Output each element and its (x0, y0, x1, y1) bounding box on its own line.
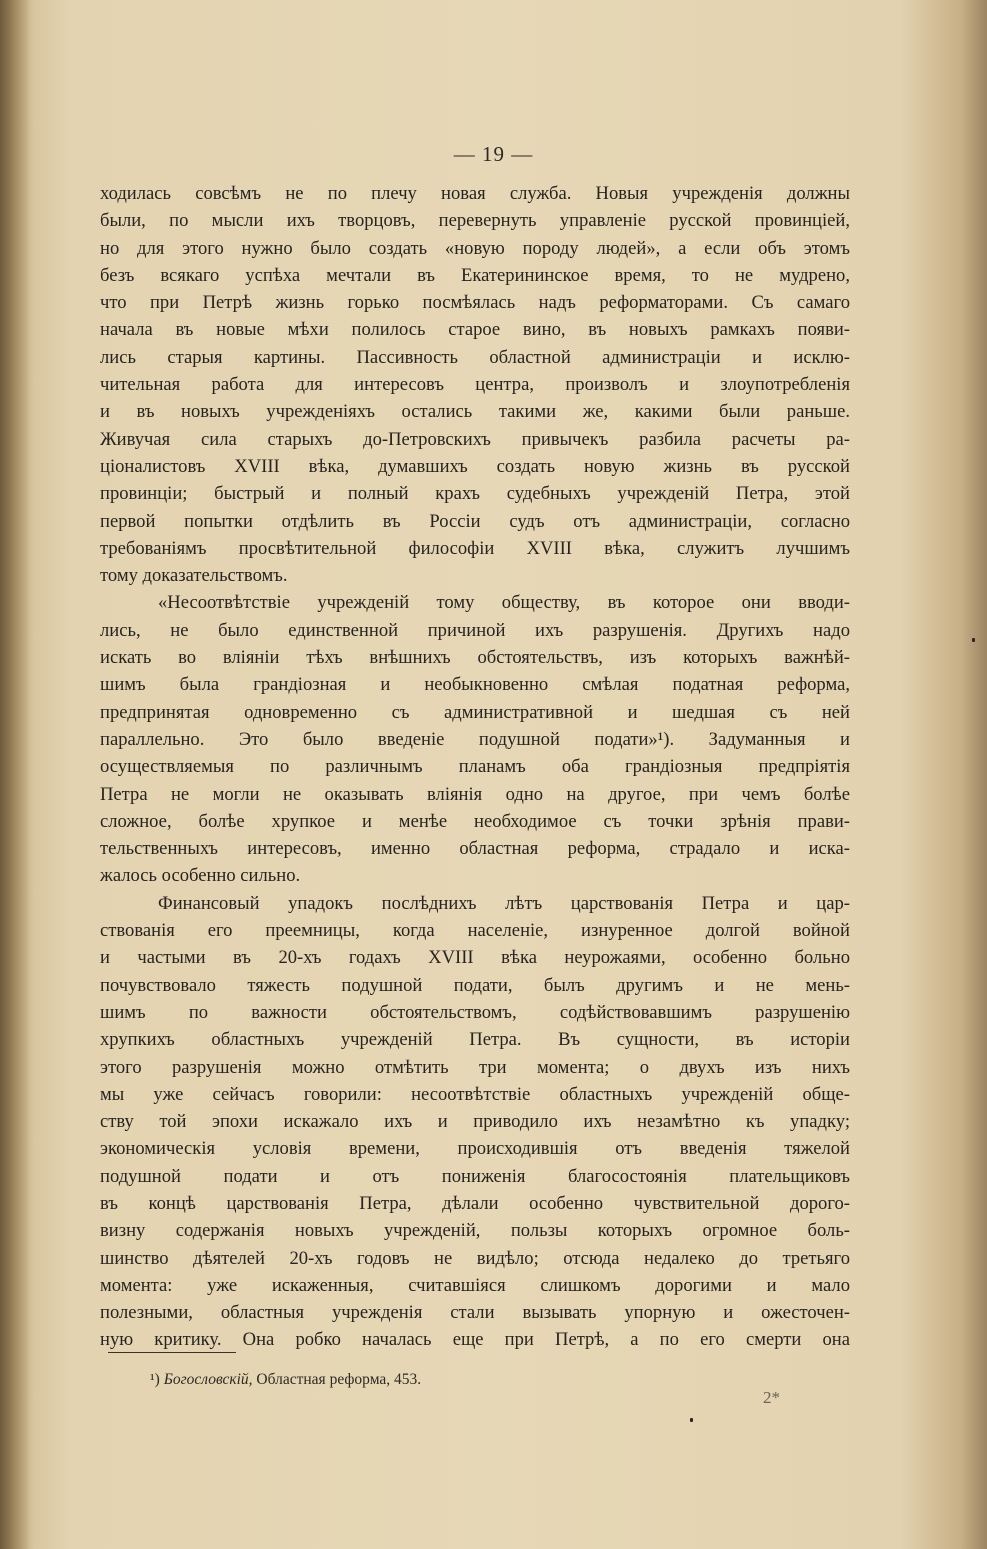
text-line: шимъ была грандіозная и необыкновенно смѣлая податная реформа, (100, 674, 850, 696)
text-line: тельственныхъ интересовъ, именно областная реформа, страдало и иска- (100, 838, 850, 860)
text-line: тому доказательствомъ. (100, 565, 288, 587)
text-line: безъ всякаго успѣха мечтали въ Екатерининское время, то не мудрено, (100, 264, 850, 286)
text-line: ную критику. Она робко началась еще при Петрѣ, а по его смерти она (100, 1329, 850, 1351)
text-line: въ концѣ царствованія Петра, дѣлали особенно чувствительной дорого- (100, 1192, 850, 1214)
text-line: ствованія его преемницы, когда населеніе, изнуренное долгой войной (100, 920, 850, 942)
text-line: искать во вліяніи тѣхъ внѣшнихъ обстоятельствъ, изъ которыхъ важнѣй- (100, 647, 850, 669)
text-line: ходилась совсѣмъ не по плечу новая служба. Новыя учрежденія должны (100, 183, 850, 204)
text-line: сложное, болѣе хрупкое и менѣе необходимое съ точки зрѣнія прави- (100, 810, 850, 832)
text-line: Финансовый упадокъ послѣднихъ лѣтъ царствованія Петра и цар- (158, 892, 850, 914)
text-line: шимъ по важности обстоятельствомъ, содѣйствовавшимъ разрушенію (100, 1001, 850, 1023)
text-line: требованіямъ просвѣтительной философіи XVIII вѣка, служитъ лучшимъ (100, 537, 850, 559)
text-line: ству той эпохи искажало ихъ и приводило ихъ незамѣтно къ упадку; (100, 1111, 850, 1133)
text-line: визну содержанія новыхъ учрежденій, пользы которыхъ огромное боль- (100, 1220, 850, 1242)
signature-mark: 2* (763, 1388, 780, 1407)
text-line: полезными, областныя учрежденія стали вызывать упорную и ожесточен- (100, 1302, 850, 1324)
text-line: и частыми въ 20-хъ годахъ XVIII вѣка неурожаями, особенно больно (100, 947, 850, 969)
text-line: «Несоотвѣтствіе учрежденій тому обществу, въ которое они вводи- (158, 592, 850, 614)
footnote (150, 1371, 421, 1389)
text-line: предпринятая одновременно съ административной и шедшая съ ней (100, 701, 850, 723)
text-line: шинство дѣятелей 20-хъ годовъ не видѣло; отсюда недалеко до третьяго (100, 1247, 850, 1269)
text-line: провинціи; быстрый и полный крахъ судебныхъ учрежденій Петра, этой (100, 483, 850, 505)
speck-mark (972, 638, 975, 642)
text-line: лись, не было единственной причиной ихъ разрушенія. Другихъ надо (100, 619, 850, 641)
page-gutter-shadow (0, 0, 30, 1549)
text-line: Петра не могли не оказывать вліянія одно на другое, при чемъ болѣе (100, 783, 850, 805)
text-line: но для этого нужно было создать «новую породу людей», а если объ этомъ (100, 237, 850, 259)
text-line: чительная работа для интересовъ центра, произволъ и злоупотребленія (100, 374, 850, 396)
text-line: момента: уже искаженныя, считавшіяся слишкомъ дорогими и мало (100, 1274, 850, 1296)
speck-mark (690, 1418, 693, 1422)
text-line: хрупкихъ областныхъ учрежденій Петра. Въ сущности, въ исторіи (100, 1029, 850, 1051)
text-line: экономическія условія времени, происходившія отъ введенія тяжелой (100, 1138, 850, 1160)
text-line: подушной подати и отъ пониженія благосостоянія плательщиковъ (100, 1165, 850, 1187)
page-number: — 19 — (453, 142, 534, 166)
footnote-rule (108, 1352, 236, 1353)
text-line: ціоналистовъ XVIII вѣка, думавшихъ создать новую жизнь въ русской (100, 455, 850, 477)
text-line: этого разрушенія можно отмѣтить три момента; о двухъ изъ нихъ (100, 1056, 850, 1078)
text-line: мы уже сейчасъ говорили: несоотвѣтствіе областныхъ учрежденій обще- (100, 1083, 850, 1105)
text-line: осуществляемыя по различнымъ планамъ оба грандіозныя предпріятія (100, 756, 850, 778)
body-text (100, 180, 850, 1354)
text-line: и въ новыхъ учрежденіяхъ остались такими же, какими были раньше. (100, 401, 850, 423)
text-line: Живучая сила старыхъ до-Петровскихъ привычекъ разбила расчеты ра- (100, 428, 850, 450)
text-line: почувствовало тяжесть подушной подати, былъ другимъ и не мень- (100, 974, 850, 996)
text-line: первой попытки отдѣлить въ Россіи судъ отъ администраціи, согласно (100, 510, 850, 532)
text-line: что при Петрѣ жизнь горько посмѣялась надъ реформаторами. Съ самаго (100, 292, 850, 314)
footnote-marker: ¹) (150, 1371, 160, 1388)
text-line: начала въ новые мѣхи полилось старое вино, въ новыхъ рамкахъ появи- (100, 319, 850, 341)
footnote-author: Богословскій, (163, 1371, 253, 1388)
text-line: были, по мысли ихъ творцовъ, перевернуть управленіе русской провинціей, (100, 210, 850, 232)
text-line: жалось особенно сильно. (100, 865, 301, 887)
text-line: параллельно. Это было введеніе подушной подати»¹). Задуманныя и (100, 728, 850, 750)
footnote-text: Областная реформа, 453. (256, 1371, 422, 1388)
text-line: лись старыя картины. Пассивность областной администраціи и исклю- (100, 346, 850, 368)
